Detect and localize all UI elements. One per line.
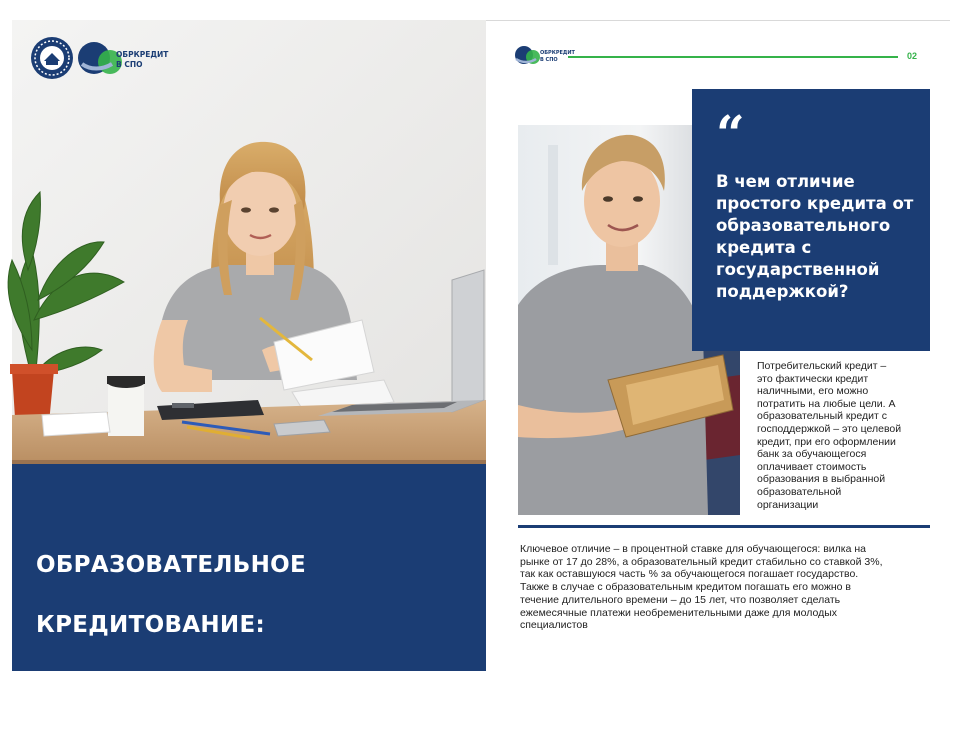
cover-title: ОБРАЗОВАТЕЛЬНОЕ КРЕДИТОВАНИЕ: ПОСОБИЕ ДЛЯ СТУДЕНТОВ СПО: [36, 552, 467, 698]
key-difference-paragraph: Ключевое отличие – в процентной ставке для обучающегося: вилка на рынке от 17 до 28%, а образовательный кредит стабильно со ставкой 3%, так как оставшуюся часть % за обучающегося погашает государство. Также в случае с образовательным кредитом погашать его можно в течение длительного времени – до 15 лет, что позволяет сделать ежемесячные платежи необременительными даже для молодых специалистов: [520, 543, 883, 632]
svg-text:ОБРКРЕДИТ: ОБРКРЕДИТ: [540, 50, 575, 56]
cover-page: [12, 20, 486, 698]
question-heading: В чем отличие простого кредита от образовательного кредита с государственной поддержкой?: [716, 172, 914, 301]
quote-mark-icon: “: [716, 104, 745, 163]
page-number: 02: [907, 51, 918, 61]
content-page: [486, 20, 950, 671]
emblem-icon: [31, 37, 73, 79]
cover-photo: [12, 20, 486, 464]
cover-logo-text: ОБРКРЕДИТ: [116, 50, 169, 59]
section-divider: [518, 525, 930, 528]
svg-text:В СПО: В СПО: [540, 57, 558, 63]
cover-logos: [30, 34, 200, 84]
page-logo-icon: [512, 42, 575, 68]
header-rule: [568, 56, 898, 58]
question-box: [692, 89, 930, 351]
page-border: [486, 20, 950, 21]
svg-text:В СПО: В СПО: [116, 60, 143, 69]
consumer-credit-paragraph: Потребительский кредит – это фактически кредит наличными, его можно потратить на любые цели. А образовательный кредит с господдержкой – это целевой кредит, при его оформлении банк за обучающегося оплачивает стоимость образования в выбранной образовательной организации: [757, 360, 902, 511]
